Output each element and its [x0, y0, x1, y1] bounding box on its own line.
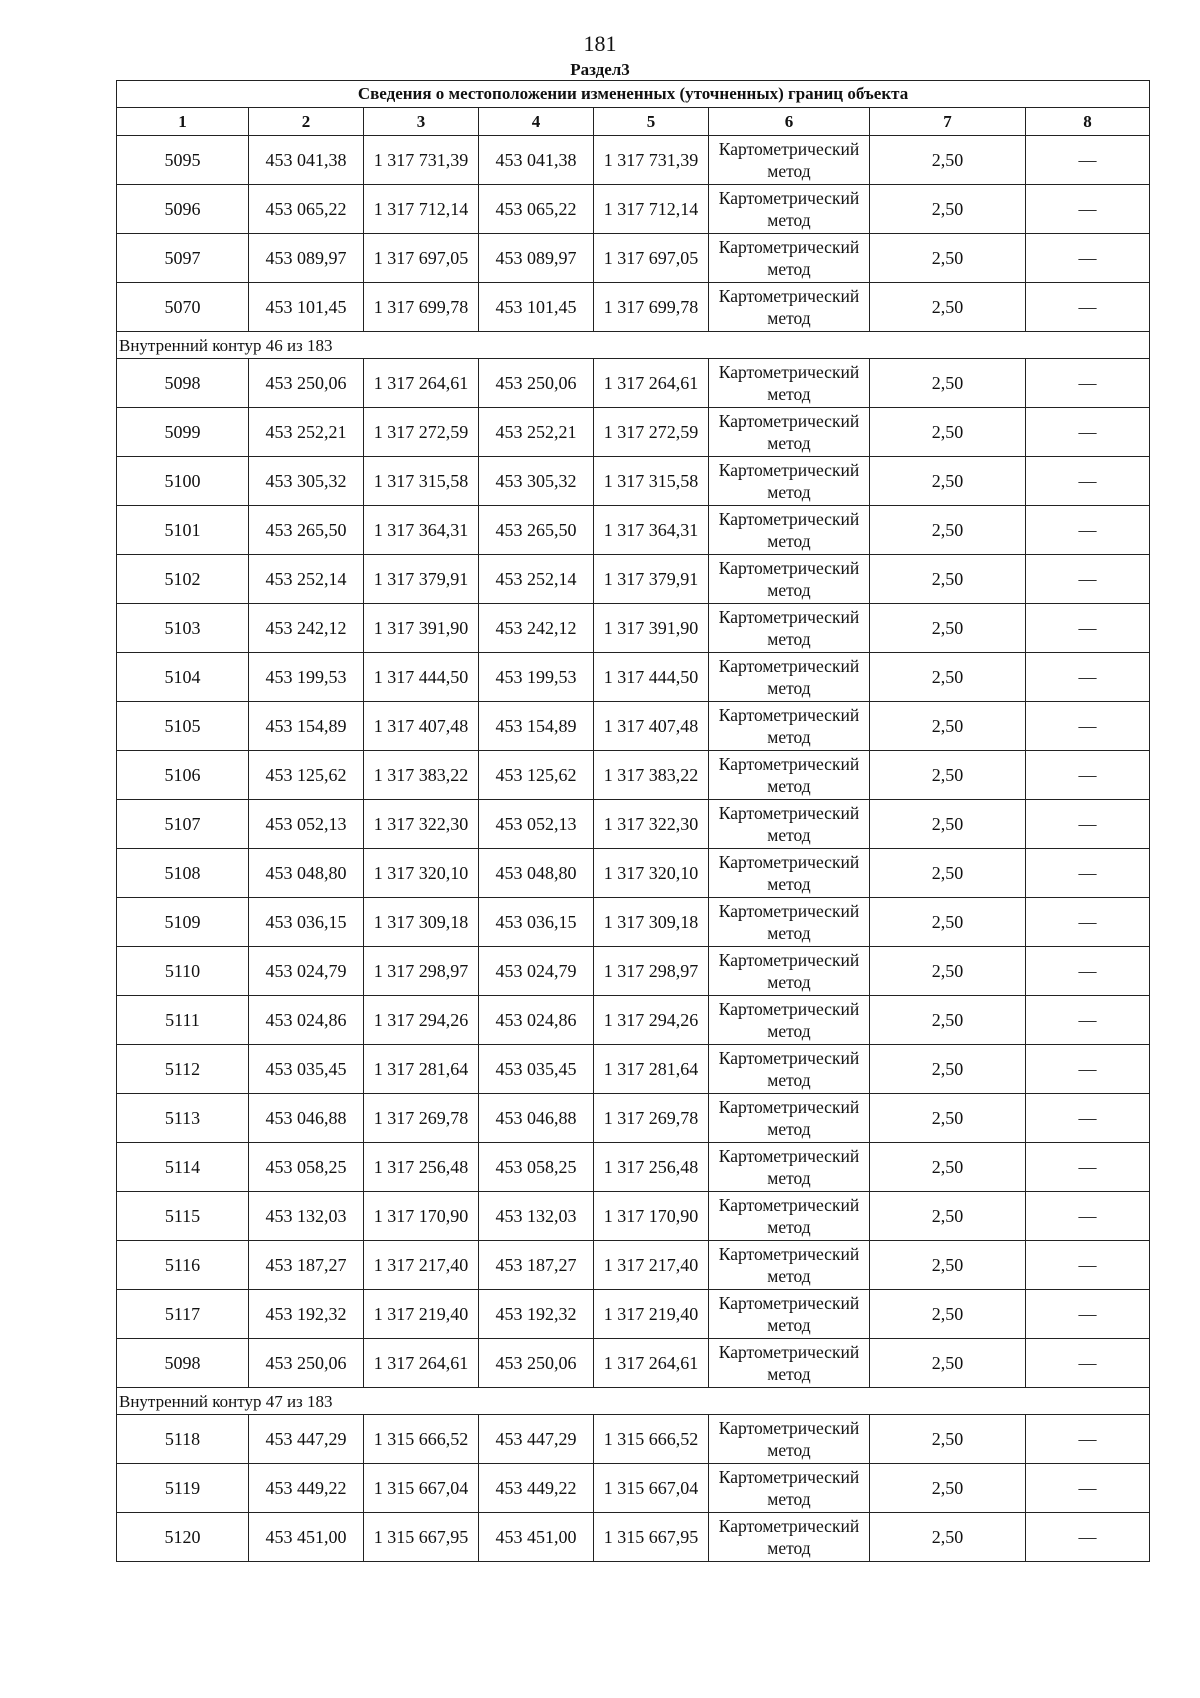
cell-col-3: 1 317 272,59 — [364, 408, 479, 457]
contour-label-row — [117, 332, 1150, 359]
cell-col-1: 5096 — [117, 185, 249, 234]
cell-col-6: Картометрический метод — [709, 800, 870, 849]
cell-col-8: — — [1026, 555, 1150, 604]
cell-col-7: 2,50 — [870, 604, 1026, 653]
cell-col-4: 453 252,14 — [479, 555, 594, 604]
cell-col-5: 1 317 298,97 — [594, 947, 709, 996]
cell-col-3: 1 317 391,90 — [364, 604, 479, 653]
cell-col-8: — — [1026, 234, 1150, 283]
cell-col-6: Картометрический метод — [709, 408, 870, 457]
cell-col-6: Картометрический метод — [709, 136, 870, 185]
cell-col-6: Картометрический метод — [709, 359, 870, 408]
cell-col-5: 1 317 217,40 — [594, 1241, 709, 1290]
cell-col-2: 453 101,45 — [249, 283, 364, 332]
cell-col-2: 453 048,80 — [249, 849, 364, 898]
cell-col-3: 1 317 170,90 — [364, 1192, 479, 1241]
cell-col-2: 453 250,06 — [249, 359, 364, 408]
cell-col-5: 1 317 364,31 — [594, 506, 709, 555]
cell-col-2: 453 449,22 — [249, 1464, 364, 1513]
column-header-row — [117, 108, 1150, 136]
cell-col-2: 453 250,06 — [249, 1339, 364, 1388]
cell-col-1: 5100 — [117, 457, 249, 506]
table-row — [117, 702, 1150, 751]
cell-col-3: 1 317 697,05 — [364, 234, 479, 283]
boundary-coordinates-table — [116, 80, 1150, 1562]
cell-col-4: 453 449,22 — [479, 1464, 594, 1513]
cell-col-4: 453 199,53 — [479, 653, 594, 702]
column-header-6: 6 — [709, 108, 870, 136]
cell-col-2: 453 089,97 — [249, 234, 364, 283]
cell-col-4: 453 036,15 — [479, 898, 594, 947]
cell-col-5: 1 317 379,91 — [594, 555, 709, 604]
cell-col-2: 453 252,21 — [249, 408, 364, 457]
cell-col-1: 5120 — [117, 1513, 249, 1562]
cell-col-3: 1 315 667,04 — [364, 1464, 479, 1513]
cell-col-2: 453 041,38 — [249, 136, 364, 185]
cell-col-7: 2,50 — [870, 1045, 1026, 1094]
column-header-1: 1 — [117, 108, 249, 136]
cell-col-3: 1 317 309,18 — [364, 898, 479, 947]
cell-col-7: 2,50 — [870, 1192, 1026, 1241]
cell-col-4: 453 035,45 — [479, 1045, 594, 1094]
cell-col-5: 1 317 309,18 — [594, 898, 709, 947]
cell-col-6: Картометрический метод — [709, 457, 870, 506]
cell-col-2: 453 125,62 — [249, 751, 364, 800]
cell-col-6: Картометрический метод — [709, 1464, 870, 1513]
cell-col-8: — — [1026, 408, 1150, 457]
cell-col-3: 1 317 379,91 — [364, 555, 479, 604]
cell-col-4: 453 065,22 — [479, 185, 594, 234]
table-row — [117, 947, 1150, 996]
cell-col-4: 453 125,62 — [479, 751, 594, 800]
cell-col-3: 1 317 298,97 — [364, 947, 479, 996]
cell-col-4: 453 052,13 — [479, 800, 594, 849]
cell-col-6: Картометрический метод — [709, 555, 870, 604]
cell-col-1: 5101 — [117, 506, 249, 555]
cell-col-1: 5107 — [117, 800, 249, 849]
cell-col-7: 2,50 — [870, 457, 1026, 506]
cell-col-3: 1 317 322,30 — [364, 800, 479, 849]
cell-col-4: 453 048,80 — [479, 849, 594, 898]
cell-col-3: 1 317 264,61 — [364, 359, 479, 408]
cell-col-4: 453 041,38 — [479, 136, 594, 185]
cell-col-3: 1 317 407,48 — [364, 702, 479, 751]
cell-col-3: 1 317 712,14 — [364, 185, 479, 234]
table-row — [117, 751, 1150, 800]
cell-col-7: 2,50 — [870, 1143, 1026, 1192]
cell-col-2: 453 305,32 — [249, 457, 364, 506]
cell-col-7: 2,50 — [870, 283, 1026, 332]
cell-col-8: — — [1026, 947, 1150, 996]
cell-col-7: 2,50 — [870, 702, 1026, 751]
cell-col-6: Картометрический метод — [709, 751, 870, 800]
cell-col-3: 1 317 269,78 — [364, 1094, 479, 1143]
cell-col-2: 453 036,15 — [249, 898, 364, 947]
cell-col-1: 5111 — [117, 996, 249, 1045]
cell-col-1: 5113 — [117, 1094, 249, 1143]
cell-col-1: 5112 — [117, 1045, 249, 1094]
column-header-7: 7 — [870, 108, 1026, 136]
cell-col-6: Картометрический метод — [709, 604, 870, 653]
table-row — [117, 1339, 1150, 1388]
cell-col-2: 453 046,88 — [249, 1094, 364, 1143]
cell-col-6: Картометрический метод — [709, 1192, 870, 1241]
cell-col-7: 2,50 — [870, 1415, 1026, 1464]
cell-col-4: 453 024,79 — [479, 947, 594, 996]
cell-col-2: 453 024,86 — [249, 996, 364, 1045]
contour-label-row — [117, 1388, 1150, 1415]
table-title: Сведения о местоположении измененных (уточненных) границ объекта — [117, 81, 1150, 108]
cell-col-8: — — [1026, 1415, 1150, 1464]
cell-col-4: 453 252,21 — [479, 408, 594, 457]
table-row — [117, 1143, 1150, 1192]
cell-col-2: 453 052,13 — [249, 800, 364, 849]
cell-col-3: 1 317 731,39 — [364, 136, 479, 185]
table-row — [117, 1290, 1150, 1339]
cell-col-1: 5102 — [117, 555, 249, 604]
cell-col-7: 2,50 — [870, 996, 1026, 1045]
cell-col-3: 1 317 699,78 — [364, 283, 479, 332]
cell-col-1: 5097 — [117, 234, 249, 283]
cell-col-4: 453 046,88 — [479, 1094, 594, 1143]
cell-col-8: — — [1026, 604, 1150, 653]
cell-col-2: 453 154,89 — [249, 702, 364, 751]
cell-col-2: 453 199,53 — [249, 653, 364, 702]
cell-col-7: 2,50 — [870, 1094, 1026, 1143]
cell-col-6: Картометрический метод — [709, 1339, 870, 1388]
cell-col-2: 453 058,25 — [249, 1143, 364, 1192]
table-row — [117, 1513, 1150, 1562]
cell-col-1: 5117 — [117, 1290, 249, 1339]
table-row — [117, 996, 1150, 1045]
cell-col-1: 5095 — [117, 136, 249, 185]
table-row — [117, 283, 1150, 332]
cell-col-5: 1 317 712,14 — [594, 185, 709, 234]
cell-col-4: 453 132,03 — [479, 1192, 594, 1241]
cell-col-7: 2,50 — [870, 1241, 1026, 1290]
cell-col-8: — — [1026, 1143, 1150, 1192]
cell-col-8: — — [1026, 1094, 1150, 1143]
cell-col-1: 5098 — [117, 359, 249, 408]
column-header-2: 2 — [249, 108, 364, 136]
cell-col-7: 2,50 — [870, 555, 1026, 604]
cell-col-4: 453 451,00 — [479, 1513, 594, 1562]
cell-col-1: 5104 — [117, 653, 249, 702]
cell-col-8: — — [1026, 751, 1150, 800]
page-number: 181 — [583, 31, 617, 56]
cell-col-1: 5103 — [117, 604, 249, 653]
cell-col-7: 2,50 — [870, 136, 1026, 185]
cell-col-1: 5106 — [117, 751, 249, 800]
cell-col-7: 2,50 — [870, 1290, 1026, 1339]
cell-col-8: — — [1026, 1290, 1150, 1339]
table-row — [117, 1241, 1150, 1290]
table-row — [117, 1192, 1150, 1241]
cell-col-5: 1 317 391,90 — [594, 604, 709, 653]
cell-col-5: 1 317 294,26 — [594, 996, 709, 1045]
cell-col-8: — — [1026, 506, 1150, 555]
cell-col-8: — — [1026, 185, 1150, 234]
cell-col-5: 1 317 383,22 — [594, 751, 709, 800]
cell-col-1: 5110 — [117, 947, 249, 996]
cell-col-2: 453 187,27 — [249, 1241, 364, 1290]
cell-col-7: 2,50 — [870, 849, 1026, 898]
cell-col-3: 1 317 264,61 — [364, 1339, 479, 1388]
cell-col-1: 5116 — [117, 1241, 249, 1290]
table-row — [117, 555, 1150, 604]
cell-col-6: Картометрический метод — [709, 1045, 870, 1094]
cell-col-2: 453 035,45 — [249, 1045, 364, 1094]
column-header-8: 8 — [1026, 108, 1150, 136]
cell-col-1: 5108 — [117, 849, 249, 898]
cell-col-5: 1 317 699,78 — [594, 283, 709, 332]
cell-col-4: 453 447,29 — [479, 1415, 594, 1464]
cell-col-2: 453 024,79 — [249, 947, 364, 996]
cell-col-5: 1 317 264,61 — [594, 359, 709, 408]
cell-col-6: Картометрический метод — [709, 996, 870, 1045]
cell-col-6: Картометрический метод — [709, 1143, 870, 1192]
cell-col-4: 453 265,50 — [479, 506, 594, 555]
cell-col-5: 1 317 731,39 — [594, 136, 709, 185]
cell-col-2: 453 265,50 — [249, 506, 364, 555]
cell-col-5: 1 317 320,10 — [594, 849, 709, 898]
cell-col-2: 453 451,00 — [249, 1513, 364, 1562]
cell-col-4: 453 305,32 — [479, 457, 594, 506]
table-title-row — [117, 81, 1150, 108]
cell-col-5: 1 315 667,04 — [594, 1464, 709, 1513]
cell-col-4: 453 089,97 — [479, 234, 594, 283]
cell-col-1: 5114 — [117, 1143, 249, 1192]
cell-col-4: 453 250,06 — [479, 1339, 594, 1388]
cell-col-4: 453 187,27 — [479, 1241, 594, 1290]
cell-col-4: 453 250,06 — [479, 359, 594, 408]
cell-col-3: 1 317 217,40 — [364, 1241, 479, 1290]
cell-col-2: 453 065,22 — [249, 185, 364, 234]
cell-col-8: — — [1026, 702, 1150, 751]
cell-col-5: 1 317 315,58 — [594, 457, 709, 506]
table-row — [117, 457, 1150, 506]
cell-col-4: 453 154,89 — [479, 702, 594, 751]
cell-col-7: 2,50 — [870, 185, 1026, 234]
cell-col-8: — — [1026, 1339, 1150, 1388]
cell-col-1: 5115 — [117, 1192, 249, 1241]
cell-col-8: — — [1026, 136, 1150, 185]
cell-col-6: Картометрический метод — [709, 898, 870, 947]
cell-col-7: 2,50 — [870, 800, 1026, 849]
cell-col-6: Картометрический метод — [709, 506, 870, 555]
cell-col-8: — — [1026, 996, 1150, 1045]
table-row — [117, 898, 1150, 947]
cell-col-7: 2,50 — [870, 1464, 1026, 1513]
cell-col-8: — — [1026, 800, 1150, 849]
cell-col-8: — — [1026, 1464, 1150, 1513]
cell-col-6: Картометрический метод — [709, 1241, 870, 1290]
cell-col-2: 453 252,14 — [249, 555, 364, 604]
cell-col-7: 2,50 — [870, 1513, 1026, 1562]
table-row — [117, 1045, 1150, 1094]
cell-col-8: — — [1026, 457, 1150, 506]
cell-col-7: 2,50 — [870, 653, 1026, 702]
cell-col-6: Картометрический метод — [709, 185, 870, 234]
table-row — [117, 234, 1150, 283]
cell-col-3: 1 315 667,95 — [364, 1513, 479, 1562]
cell-col-5: 1 317 269,78 — [594, 1094, 709, 1143]
cell-col-5: 1 317 444,50 — [594, 653, 709, 702]
cell-col-2: 453 447,29 — [249, 1415, 364, 1464]
cell-col-7: 2,50 — [870, 234, 1026, 283]
cell-col-1: 5070 — [117, 283, 249, 332]
cell-col-7: 2,50 — [870, 898, 1026, 947]
column-header-4: 4 — [479, 108, 594, 136]
cell-col-5: 1 315 666,52 — [594, 1415, 709, 1464]
cell-col-1: 5099 — [117, 408, 249, 457]
cell-col-2: 453 242,12 — [249, 604, 364, 653]
cell-col-4: 453 242,12 — [479, 604, 594, 653]
table-row — [117, 653, 1150, 702]
table-row — [117, 359, 1150, 408]
cell-col-5: 1 317 219,40 — [594, 1290, 709, 1339]
cell-col-5: 1 317 407,48 — [594, 702, 709, 751]
cell-col-7: 2,50 — [870, 506, 1026, 555]
cell-col-6: Картометрический метод — [709, 1513, 870, 1562]
column-header-5: 5 — [594, 108, 709, 136]
cell-col-6: Картометрический метод — [709, 653, 870, 702]
table-body — [117, 81, 1150, 1562]
table-row — [117, 800, 1150, 849]
cell-col-3: 1 317 364,31 — [364, 506, 479, 555]
cell-col-5: 1 317 272,59 — [594, 408, 709, 457]
section-title: Раздел3 — [570, 60, 630, 79]
cell-col-3: 1 317 219,40 — [364, 1290, 479, 1339]
cell-col-6: Картометрический метод — [709, 1094, 870, 1143]
cell-col-4: 453 192,32 — [479, 1290, 594, 1339]
cell-col-5: 1 317 322,30 — [594, 800, 709, 849]
cell-col-5: 1 317 264,61 — [594, 1339, 709, 1388]
cell-col-1: 5119 — [117, 1464, 249, 1513]
table-row — [117, 506, 1150, 555]
table-row — [117, 185, 1150, 234]
cell-col-1: 5105 — [117, 702, 249, 751]
cell-col-3: 1 317 281,64 — [364, 1045, 479, 1094]
contour-label: Внутренний контур 46 из 183 — [117, 332, 1150, 359]
table-row — [117, 849, 1150, 898]
cell-col-6: Картометрический метод — [709, 283, 870, 332]
table-row — [117, 408, 1150, 457]
cell-col-2: 453 132,03 — [249, 1192, 364, 1241]
cell-col-7: 2,50 — [870, 359, 1026, 408]
cell-col-8: — — [1026, 898, 1150, 947]
cell-col-7: 2,50 — [870, 947, 1026, 996]
cell-col-6: Картометрический метод — [709, 234, 870, 283]
cell-col-4: 453 101,45 — [479, 283, 594, 332]
cell-col-5: 1 317 256,48 — [594, 1143, 709, 1192]
cell-col-8: — — [1026, 359, 1150, 408]
cell-col-6: Картометрический метод — [709, 702, 870, 751]
cell-col-2: 453 192,32 — [249, 1290, 364, 1339]
cell-col-1: 5098 — [117, 1339, 249, 1388]
cell-col-6: Картометрический метод — [709, 1415, 870, 1464]
cell-col-3: 1 317 256,48 — [364, 1143, 479, 1192]
cell-col-6: Картометрический метод — [709, 849, 870, 898]
table-row — [117, 1464, 1150, 1513]
table-row — [117, 136, 1150, 185]
cell-col-8: — — [1026, 1241, 1150, 1290]
cell-col-7: 2,50 — [870, 751, 1026, 800]
table-row — [117, 1094, 1150, 1143]
cell-col-8: — — [1026, 849, 1150, 898]
cell-col-6: Картометрический метод — [709, 1290, 870, 1339]
cell-col-1: 5109 — [117, 898, 249, 947]
cell-col-4: 453 024,86 — [479, 996, 594, 1045]
cell-col-3: 1 317 294,26 — [364, 996, 479, 1045]
cell-col-5: 1 315 667,95 — [594, 1513, 709, 1562]
cell-col-3: 1 315 666,52 — [364, 1415, 479, 1464]
cell-col-8: — — [1026, 653, 1150, 702]
cell-col-1: 5118 — [117, 1415, 249, 1464]
table-row — [117, 604, 1150, 653]
cell-col-5: 1 317 697,05 — [594, 234, 709, 283]
contour-label: Внутренний контур 47 из 183 — [117, 1388, 1150, 1415]
cell-col-7: 2,50 — [870, 408, 1026, 457]
cell-col-3: 1 317 315,58 — [364, 457, 479, 506]
cell-col-7: 2,50 — [870, 1339, 1026, 1388]
cell-col-6: Картометрический метод — [709, 947, 870, 996]
cell-col-5: 1 317 170,90 — [594, 1192, 709, 1241]
cell-col-8: — — [1026, 1045, 1150, 1094]
cell-col-8: — — [1026, 1513, 1150, 1562]
cell-col-4: 453 058,25 — [479, 1143, 594, 1192]
cell-col-3: 1 317 320,10 — [364, 849, 479, 898]
table-row — [117, 1415, 1150, 1464]
cell-col-3: 1 317 444,50 — [364, 653, 479, 702]
column-header-3: 3 — [364, 108, 479, 136]
cell-col-8: — — [1026, 283, 1150, 332]
cell-col-3: 1 317 383,22 — [364, 751, 479, 800]
cell-col-8: — — [1026, 1192, 1150, 1241]
cell-col-5: 1 317 281,64 — [594, 1045, 709, 1094]
